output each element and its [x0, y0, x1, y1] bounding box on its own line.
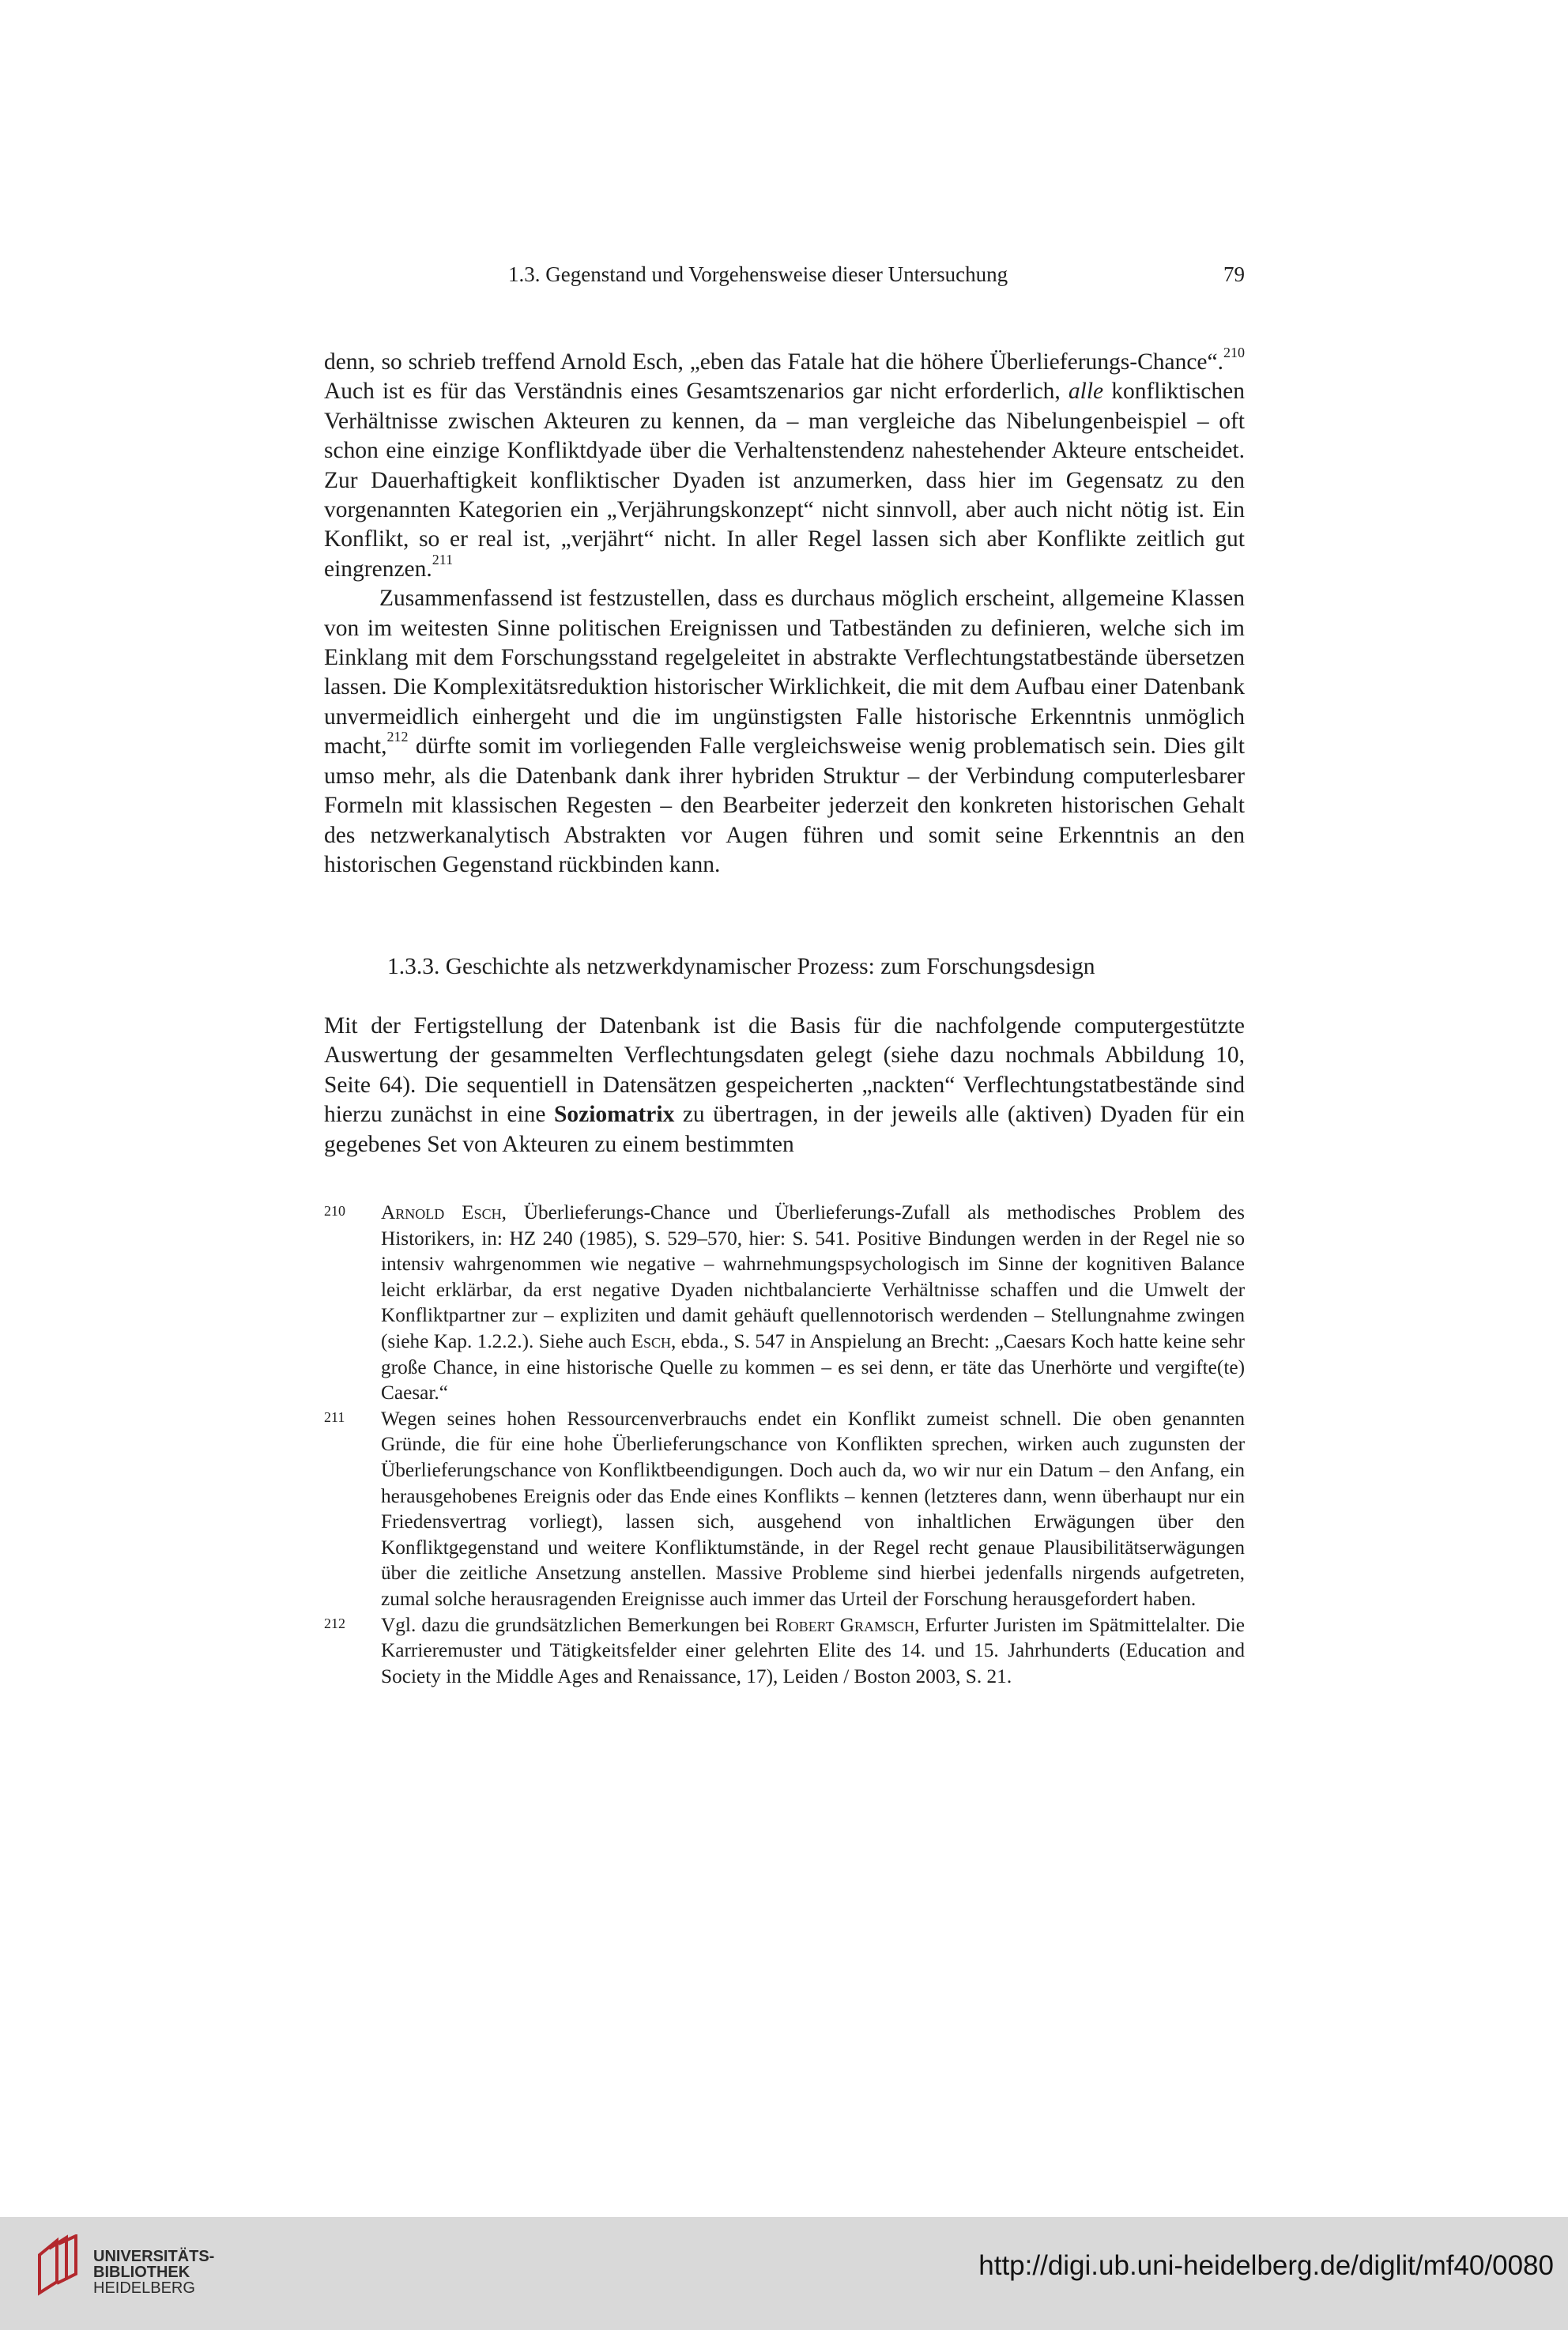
footnote-ref[interactable]: 210 — [1223, 345, 1245, 361]
emphasis: alle — [1068, 379, 1104, 405]
paragraph: Mit der Fertigstellung der Datenbank ist die Basis für die nachfolgende computergestützte Auswertung der gesammelten Verflechtungsdaten gelegt (siehe dazu nochmals Abbildung 10, Seite 64). Die sequentiell in Datensätzen gespeicherten „nackten“ Verflechtungstatbestände sind hierzu zunächst in eine Soziomatrix zu übertragen, in der jeweils alle (aktiven) Dyaden für ein gegebenes Set von Akteuren zu einem bestimmten — [324, 1013, 1245, 1157]
running-title: 1.3. Gegenstand und Vorgehensweise dieser Untersuchung — [508, 262, 1008, 286]
author-name: Robert Gramsch — [775, 1613, 915, 1636]
library-footer — [0, 2217, 1568, 2330]
page-number: 79 — [1223, 262, 1245, 286]
footnote-number: 210 — [324, 1203, 345, 1219]
footnote-ref[interactable]: 211 — [432, 552, 454, 568]
author-name: Arnold Esch — [381, 1201, 502, 1223]
section-heading: 1.3.3. Geschichte als netzwerkdynamischer Prozess: zum Forschungsdesign — [387, 954, 1095, 979]
footnote-number: 211 — [324, 1408, 345, 1425]
bold-term: Soziomatrix — [553, 1102, 675, 1128]
footnote-ref[interactable]: 212 — [386, 729, 409, 745]
paragraph: Zusammenfassend ist festzustellen, dass es durchaus möglich erscheint, allgemeine Klassen von im weitesten Sinne politischen Ereignissen und Tatbeständen zu definieren, welche sich im Einklang mit dem Forschungsstand regelgeleitet in abstrakte Verflechtungstatbestände übersetzen lassen. Die Komplexitätsreduktion historischer Wirklichkeit, die mit dem Aufbau einer Datenbank unvermeidlich einhergeht und die im ungünstigsten Falle historische Erkenntnis unmöglich macht,$^{212}$ dürfte somit im vorliegenden Falle vergleichsweise wenig problematisch sein. Dies gilt umso mehr, als die Datenbank dank ihrer hybriden Struktur – der Verbindung computerlesbarer Formeln mit klassischen Regesten – den Bearbeiter jederzeit den konkreten historischen Gehalt des netzwerkanalytisch Abstrakten vor Augen führen und somit seine Erkenntnis an den historischen Gegenstand rückbinden kann. — [324, 586, 1245, 877]
footnote-number: 212 — [324, 1615, 345, 1631]
source-url-link[interactable]: http://digi.ub.uni-heidelberg.de/diglit/mf40/0080 — [978, 2250, 1554, 2281]
library-name: UNIVERSITÄTS- BIBLIOTHEK HEIDELBERG — [93, 2248, 215, 2297]
footnote: 212 Vgl. dazu die grundsätzlichen Bemerkungen bei Robert Gramsch, Erfurter Juristen im Spätmittelalter. Die Karrieremuster und Tätigkeitsfelder einer gelehrten Elite des 14. und 15. Jahrhunderts (Education and Society in the Middle Ages and Renaissance, 17), Leiden / Boston 2003, S. 21. — [324, 1612, 1245, 1690]
library-logo-icon — [33, 2234, 85, 2296]
paragraph: denn, so schrieb treffend Arnold Esch, „eben das Fatale hat die höhere Überlieferungs-Chance“.$^{210}$ Auch ist es für das Verständnis eines Gesamtszenarios gar nicht erforderlich, alle konfliktischen Verhältnisse zwischen Akteuren zu kennen, da – man vergleiche das Nibelungenbeispiel – oft schon eine einzige Konfliktdyade über die Verhaltenstendenz nahestehender Akteure entscheidet. Zur Dauerhaftigkeit konfliktischer Dyaden ist anzumerken, dass hier im Gegensatz zu den vorgenannten Kategorien ein „Verjährungskonzept“ nicht sinnvoll, aber auch nicht nötig ist. Ein Konflikt, so er real ist, „verjährt“ nicht. In aller Regel lassen sich aber Konflikte zeitlich gut eingrenzen.$^{211}$ — [324, 345, 1245, 582]
author-name: Esch — [631, 1329, 671, 1352]
body-text-upper — [324, 345, 1245, 880]
footnote: 210 Arnold Esch, Überlieferungs-Chance und Überlieferungs-Zufall als methodisches Problem des Historikers, in: HZ 240 (1985), S. 529–570, hier: S. 541. Positive Bindungen werden in der Regel nie so intensiv wahrgenommen wie negative – wahrnehmungspsychologisch im Sinne der kognitiven Balance leicht erklärbar, da erst negative Dyaden nichtbalancierte Verhältnisse schaffen und die Umwelt der Konfliktpartner zur – expliziten und damit gehäuft quellennotorisch werdenden – Stellungnahme zwingen (siehe Kap. 1.2.2.). Siehe auch Esch, ebda., S. 547 in Anspielung an Brecht: „Caesars Koch hatte keine sehr große Chance, in eine historische Quelle zu kommen – es sei denn, er täte das Unerhörte und vergifte(te) Caesar.“ — [324, 1200, 1245, 1406]
footnotes — [324, 1200, 1245, 1689]
body-text-lower — [324, 1012, 1245, 1159]
footnote: 211 Wegen seines hohen Ressourcenverbrauchs endet ein Konflikt zumeist schnell. Die oben genannten Gründe, die für eine hohe Überlieferungschance von Konflikten sprechen, wirken auch zugunsten der Überlieferungschance von Konfliktbeendigungen. Doch auch da, wo wir nur ein Datum – den Anfang, ein herausgehobenes Ereignis oder das Ende eines Konflikts – kennen (letzteres dann, wenn überhaupt nur ein Friedensvertrag vorliegt), lassen sich, ausgehend von inhaltlichen Erwägungen über den Konfliktgegenstand und weitere Konfliktumstände, in der Regel recht genaue Plausibilitätserwägungen über die zeitliche Ansetzung anstellen. Massive Probleme sind hierbei jedenfalls nirgends aufgetreten, zumal solche herausragenden Ereignisse auch immer das Urteil der Forschung herausgefordert haben. — [324, 1406, 1245, 1612]
